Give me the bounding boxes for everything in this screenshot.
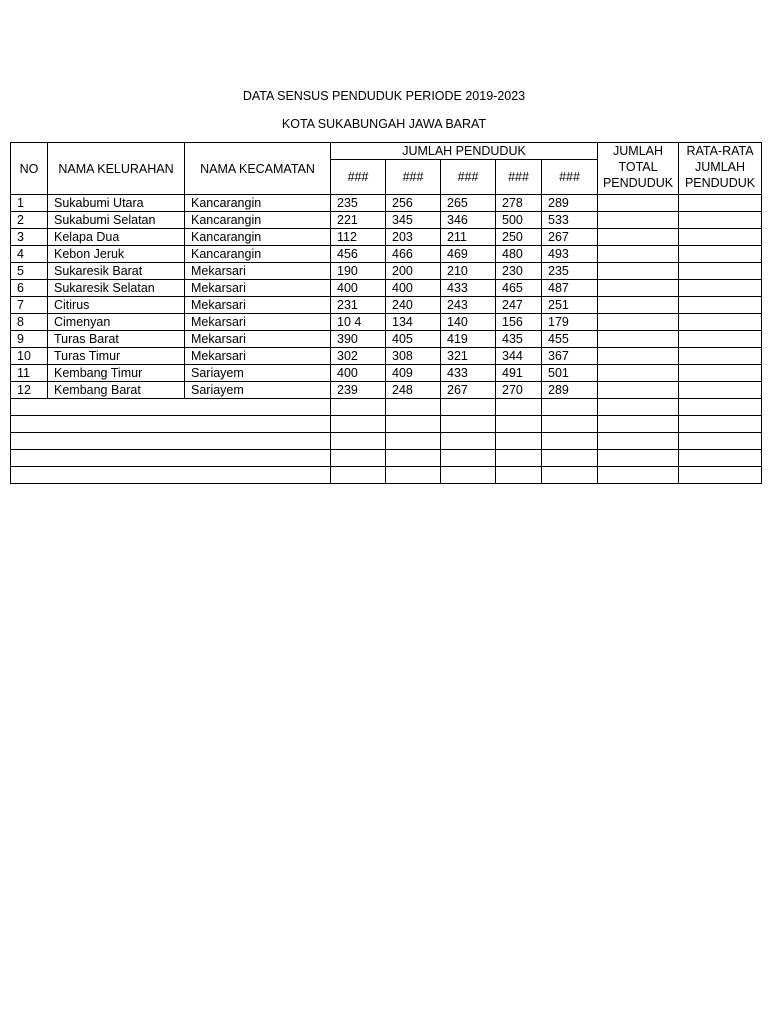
blank-cell bbox=[11, 399, 331, 416]
blank-cell bbox=[331, 450, 386, 467]
blank-cell bbox=[386, 399, 441, 416]
header-jumlah-total: JUMLAH TOTAL PENDUDUK bbox=[598, 143, 679, 195]
blank-cell bbox=[331, 433, 386, 450]
blank-cell bbox=[441, 433, 496, 450]
blank-cell bbox=[386, 450, 441, 467]
cell-value: 112 bbox=[331, 229, 386, 246]
cell-value: 469 bbox=[441, 246, 496, 263]
cell-no: 7 bbox=[11, 297, 48, 314]
cell-value: 134 bbox=[386, 314, 441, 331]
cell-value: 243 bbox=[441, 297, 496, 314]
cell-value: 409 bbox=[386, 365, 441, 382]
cell-value: 190 bbox=[331, 263, 386, 280]
cell-kelurahan: Cimenyan bbox=[48, 314, 185, 331]
table-row bbox=[11, 314, 762, 331]
header-rata-rata: RATA-RATA JUMLAH PENDUDUK bbox=[679, 143, 762, 195]
cell-kelurahan: Citirus bbox=[48, 297, 185, 314]
cell-kecamatan: Mekarsari bbox=[185, 297, 331, 314]
cell-no: 12 bbox=[11, 382, 48, 399]
blank-cell bbox=[11, 450, 331, 467]
cell-kecamatan: Kancarangin bbox=[185, 195, 331, 212]
cell-jumlah-total bbox=[598, 246, 679, 263]
cell-value: 267 bbox=[441, 382, 496, 399]
cell-value: 235 bbox=[542, 263, 598, 280]
cell-value: 302 bbox=[331, 348, 386, 365]
cell-value: 250 bbox=[496, 229, 542, 246]
cell-value: 435 bbox=[496, 331, 542, 348]
blank-cell bbox=[598, 399, 679, 416]
cell-jumlah-total bbox=[598, 382, 679, 399]
blank-cell bbox=[496, 450, 542, 467]
cell-value: 433 bbox=[441, 280, 496, 297]
cell-jumlah-total bbox=[598, 280, 679, 297]
blank-cell bbox=[679, 450, 762, 467]
cell-value: 267 bbox=[542, 229, 598, 246]
cell-no: 10 bbox=[11, 348, 48, 365]
blank-cell bbox=[386, 467, 441, 484]
cell-no: 6 bbox=[11, 280, 48, 297]
blank-cell bbox=[598, 467, 679, 484]
cell-value: 400 bbox=[331, 280, 386, 297]
cell-value: 493 bbox=[542, 246, 598, 263]
table-row bbox=[11, 246, 762, 263]
cell-value: 455 bbox=[542, 331, 598, 348]
cell-value: 501 bbox=[542, 365, 598, 382]
blank-cell bbox=[679, 399, 762, 416]
cell-value: 344 bbox=[496, 348, 542, 365]
cell-kelurahan: Kelapa Dua bbox=[48, 229, 185, 246]
cell-value: 480 bbox=[496, 246, 542, 263]
table-row bbox=[11, 348, 762, 365]
header-year-1: ### bbox=[331, 160, 386, 195]
table-row bbox=[11, 229, 762, 246]
blank-row bbox=[11, 433, 762, 450]
cell-value: 270 bbox=[496, 382, 542, 399]
blank-cell bbox=[441, 416, 496, 433]
cell-jumlah-total bbox=[598, 365, 679, 382]
cell-value: 278 bbox=[496, 195, 542, 212]
cell-no: 11 bbox=[11, 365, 48, 382]
cell-kelurahan: Sukabumi Utara bbox=[48, 195, 185, 212]
blank-cell bbox=[679, 433, 762, 450]
blank-cell bbox=[542, 433, 598, 450]
cell-value: 289 bbox=[542, 382, 598, 399]
blank-cell bbox=[386, 416, 441, 433]
header-no: NO bbox=[11, 143, 48, 195]
cell-rata-rata bbox=[679, 195, 762, 212]
cell-value: 390 bbox=[331, 331, 386, 348]
header-kelurahan: NAMA KELURAHAN bbox=[48, 143, 185, 195]
cell-rata-rata bbox=[679, 212, 762, 229]
cell-value: 210 bbox=[441, 263, 496, 280]
cell-no: 9 bbox=[11, 331, 48, 348]
cell-kelurahan: Kebon Jeruk bbox=[48, 246, 185, 263]
cell-kecamatan: Mekarsari bbox=[185, 280, 331, 297]
cell-no: 4 bbox=[11, 246, 48, 263]
cell-value: 256 bbox=[386, 195, 441, 212]
blank-cell bbox=[598, 433, 679, 450]
census-table bbox=[10, 142, 762, 484]
cell-no: 5 bbox=[11, 263, 48, 280]
blank-cell bbox=[331, 399, 386, 416]
cell-kecamatan: Mekarsari bbox=[185, 331, 331, 348]
blank-cell bbox=[441, 467, 496, 484]
table-row bbox=[11, 212, 762, 229]
cell-jumlah-total bbox=[598, 331, 679, 348]
cell-value: 200 bbox=[386, 263, 441, 280]
blank-row bbox=[11, 399, 762, 416]
cell-value: 289 bbox=[542, 195, 598, 212]
cell-value: 456 bbox=[331, 246, 386, 263]
blank-cell bbox=[496, 399, 542, 416]
cell-value: 500 bbox=[496, 212, 542, 229]
cell-value: 345 bbox=[386, 212, 441, 229]
blank-cell bbox=[679, 467, 762, 484]
blank-cell bbox=[441, 450, 496, 467]
blank-cell bbox=[386, 433, 441, 450]
cell-value: 235 bbox=[331, 195, 386, 212]
cell-kecamatan: Sariayem bbox=[185, 382, 331, 399]
cell-jumlah-total bbox=[598, 229, 679, 246]
cell-rata-rata bbox=[679, 297, 762, 314]
cell-value: 221 bbox=[331, 212, 386, 229]
cell-kelurahan: Turas Barat bbox=[48, 331, 185, 348]
cell-rata-rata bbox=[679, 365, 762, 382]
document-title: DATA SENSUS PENDUDUK PERIODE 2019-2023 bbox=[242, 89, 526, 103]
cell-rata-rata bbox=[679, 229, 762, 246]
cell-value: 405 bbox=[386, 331, 441, 348]
cell-jumlah-total bbox=[598, 297, 679, 314]
blank-cell bbox=[679, 416, 762, 433]
header-year-5: ### bbox=[542, 160, 598, 195]
cell-jumlah-total bbox=[598, 314, 679, 331]
table-row bbox=[11, 195, 762, 212]
cell-kelurahan: Turas Timur bbox=[48, 348, 185, 365]
cell-value: 466 bbox=[386, 246, 441, 263]
cell-kecamatan: Mekarsari bbox=[185, 348, 331, 365]
cell-value: 400 bbox=[331, 365, 386, 382]
cell-value: 240 bbox=[386, 297, 441, 314]
cell-kelurahan: Sukabumi Selatan bbox=[48, 212, 185, 229]
table-row bbox=[11, 280, 762, 297]
blank-cell bbox=[542, 467, 598, 484]
cell-value: 231 bbox=[331, 297, 386, 314]
blank-cell bbox=[11, 416, 331, 433]
cell-value: 465 bbox=[496, 280, 542, 297]
cell-value: 203 bbox=[386, 229, 441, 246]
table-row bbox=[11, 365, 762, 382]
cell-no: 1 bbox=[11, 195, 48, 212]
cell-value: 400 bbox=[386, 280, 441, 297]
cell-jumlah-total bbox=[598, 348, 679, 365]
cell-value: 419 bbox=[441, 331, 496, 348]
header-kecamatan: NAMA KECAMATAN bbox=[185, 143, 331, 195]
document-subtitle: KOTA SUKABUNGAH JAWA BARAT bbox=[281, 117, 487, 131]
cell-value: 239 bbox=[331, 382, 386, 399]
cell-kelurahan: Kembang Barat bbox=[48, 382, 185, 399]
cell-kecamatan: Kancarangin bbox=[185, 229, 331, 246]
cell-value: 346 bbox=[441, 212, 496, 229]
cell-value: 179 bbox=[542, 314, 598, 331]
cell-value: 248 bbox=[386, 382, 441, 399]
blank-cell bbox=[11, 467, 331, 484]
table-row bbox=[11, 263, 762, 280]
cell-kecamatan: Kancarangin bbox=[185, 246, 331, 263]
blank-cell bbox=[496, 416, 542, 433]
blank-cell bbox=[331, 416, 386, 433]
blank-row bbox=[11, 467, 762, 484]
blank-cell bbox=[542, 399, 598, 416]
cell-no: 3 bbox=[11, 229, 48, 246]
blank-row bbox=[11, 416, 762, 433]
blank-cell bbox=[542, 450, 598, 467]
cell-rata-rata bbox=[679, 263, 762, 280]
cell-value: 321 bbox=[441, 348, 496, 365]
cell-value: 533 bbox=[542, 212, 598, 229]
blank-cell bbox=[496, 467, 542, 484]
cell-value: 433 bbox=[441, 365, 496, 382]
header-jumlah-penduduk: JUMLAH PENDUDUK bbox=[331, 143, 598, 160]
cell-rata-rata bbox=[679, 280, 762, 297]
cell-kecamatan: Mekarsari bbox=[185, 314, 331, 331]
cell-kelurahan: Sukaresik Barat bbox=[48, 263, 185, 280]
table-row bbox=[11, 297, 762, 314]
cell-value: 156 bbox=[496, 314, 542, 331]
cell-value: 308 bbox=[386, 348, 441, 365]
blank-cell bbox=[542, 416, 598, 433]
cell-rata-rata bbox=[679, 246, 762, 263]
cell-kelurahan: Kembang Timur bbox=[48, 365, 185, 382]
blank-cell bbox=[331, 467, 386, 484]
cell-jumlah-total bbox=[598, 263, 679, 280]
cell-rata-rata bbox=[679, 331, 762, 348]
table-row bbox=[11, 382, 762, 399]
header-year-2: ### bbox=[386, 160, 441, 195]
cell-value: 487 bbox=[542, 280, 598, 297]
blank-row bbox=[11, 450, 762, 467]
cell-jumlah-total bbox=[598, 212, 679, 229]
header-year-3: ### bbox=[441, 160, 496, 195]
cell-no: 8 bbox=[11, 314, 48, 331]
blank-cell bbox=[11, 433, 331, 450]
cell-value: 251 bbox=[542, 297, 598, 314]
blank-cell bbox=[598, 416, 679, 433]
table-row bbox=[11, 331, 762, 348]
cell-no: 2 bbox=[11, 212, 48, 229]
cell-value: 491 bbox=[496, 365, 542, 382]
blank-cell bbox=[441, 399, 496, 416]
cell-value: 10 4 bbox=[331, 314, 386, 331]
cell-value: 230 bbox=[496, 263, 542, 280]
cell-value: 367 bbox=[542, 348, 598, 365]
cell-kecamatan: Sariayem bbox=[185, 365, 331, 382]
cell-value: 211 bbox=[441, 229, 496, 246]
cell-kecamatan: Kancarangin bbox=[185, 212, 331, 229]
cell-value: 247 bbox=[496, 297, 542, 314]
cell-jumlah-total bbox=[598, 195, 679, 212]
blank-cell bbox=[598, 450, 679, 467]
cell-rata-rata bbox=[679, 382, 762, 399]
cell-value: 140 bbox=[441, 314, 496, 331]
cell-rata-rata bbox=[679, 348, 762, 365]
cell-rata-rata bbox=[679, 314, 762, 331]
cell-value: 265 bbox=[441, 195, 496, 212]
header-year-4: ### bbox=[496, 160, 542, 195]
blank-cell bbox=[496, 433, 542, 450]
cell-kecamatan: Mekarsari bbox=[185, 263, 331, 280]
cell-kelurahan: Sukaresik Selatan bbox=[48, 280, 185, 297]
